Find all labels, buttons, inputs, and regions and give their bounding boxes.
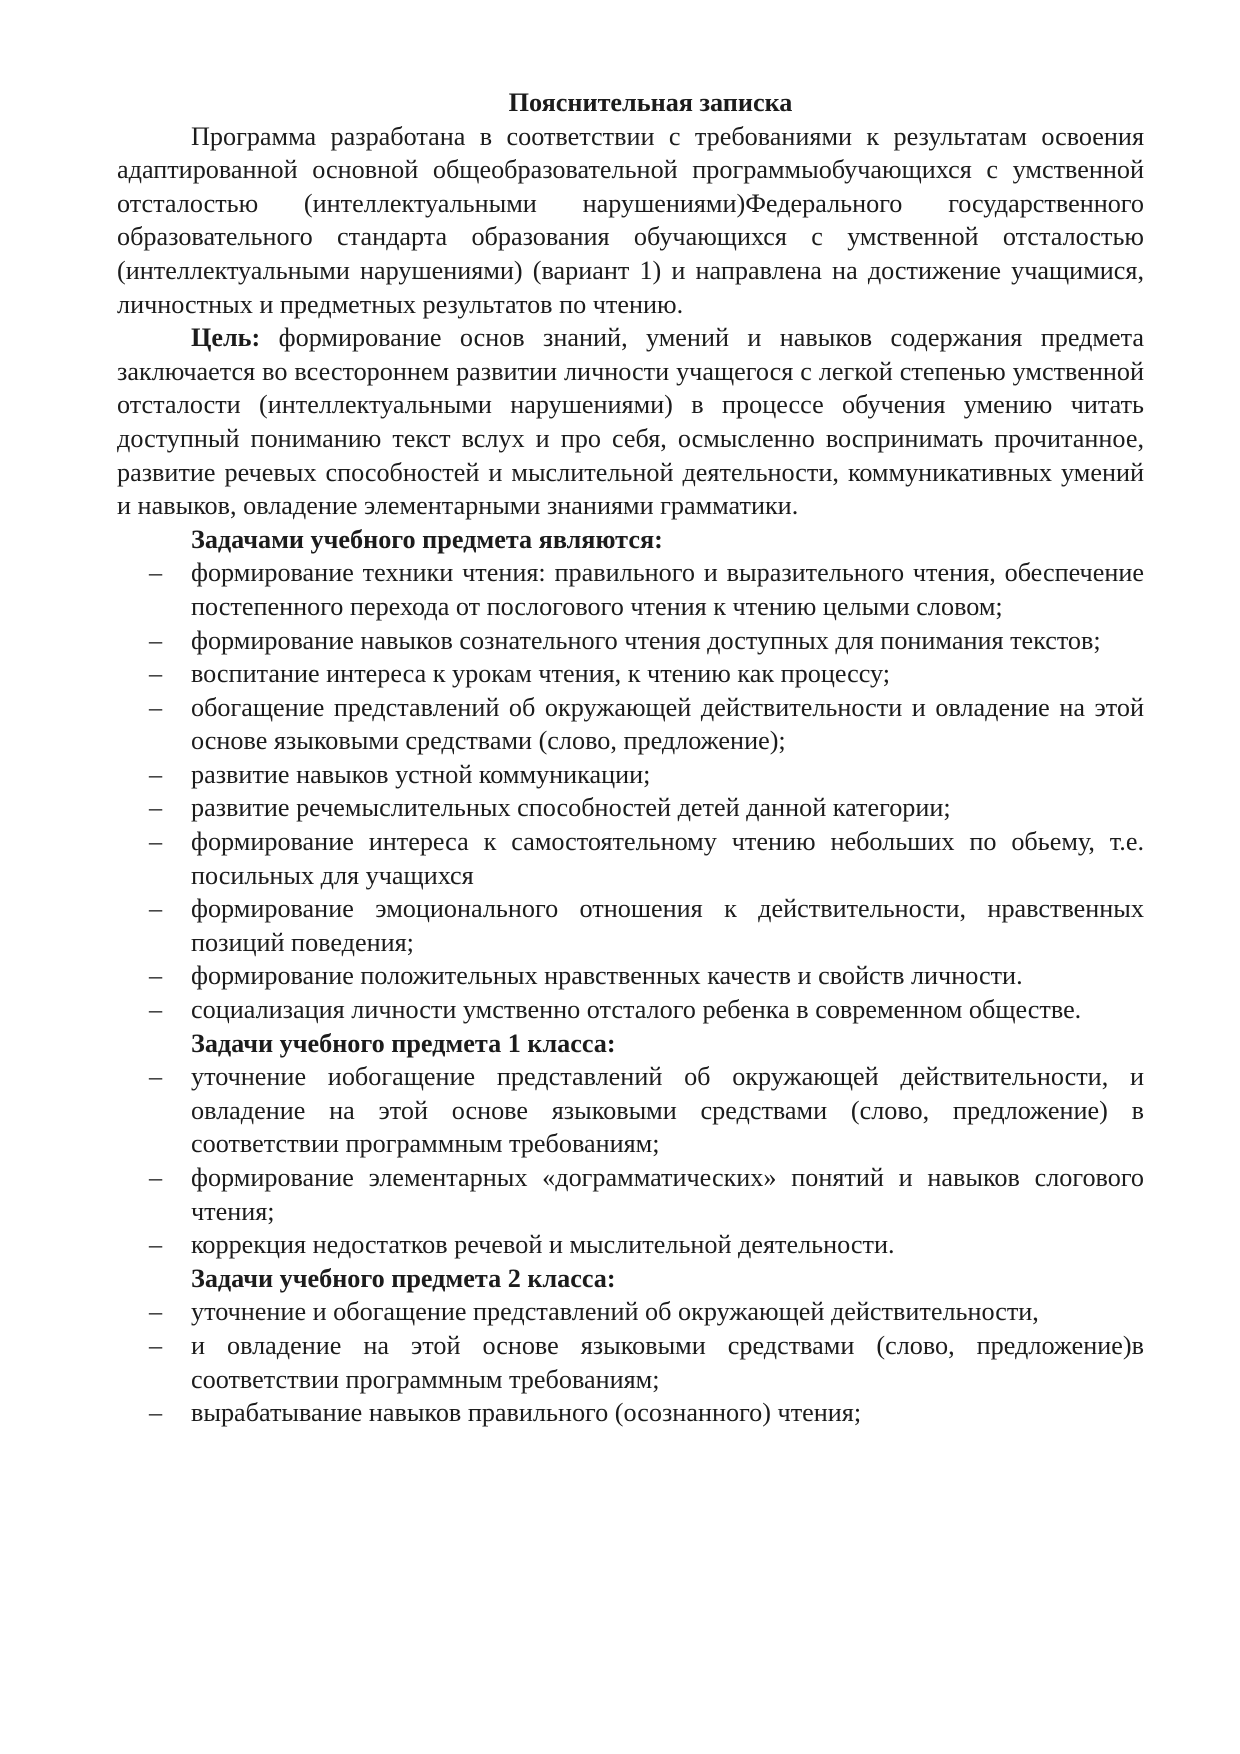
list-item-text: формирование интереса к самостоятельному чтению небольших по обьему, т.е. посильных для учащихся xyxy=(191,827,1144,890)
intro-paragraph: Программа разработана в соответствии с требованиями к результатам освоения адаптированной основной общеобразовательной программыобучающихся с умственной отсталостью (интеллектуальными нарушениями)Федерального государственного образовательного стандарта образования обучающихся с умственной отсталостью (интеллектуальными нарушениями) (вариант 1) и направлена на достижение учащимися, личностных и предметных результатов по чтению. xyxy=(117,121,1144,319)
list-item-text: коррекция недостатков речевой и мыслительной деятельности. xyxy=(191,1230,895,1260)
dash-bullet: – xyxy=(149,894,163,924)
list-item xyxy=(117,624,1144,658)
tasks-list xyxy=(117,556,1144,1026)
dash-bullet: – xyxy=(149,1330,163,1360)
list-item-text: развитие навыков устной коммуникации; xyxy=(191,759,651,789)
list-item xyxy=(117,1329,1144,1396)
document-page xyxy=(117,86,1144,1430)
list-item-text: формирование элементарных «дограмматических» понятий и навыков слогового чтения; xyxy=(191,1163,1144,1226)
list-item xyxy=(117,758,1144,792)
dash-bullet: – xyxy=(149,558,163,588)
list-item xyxy=(117,657,1144,691)
list-item-text: воспитание интереса к урокам чтения, к чтению как процессу; xyxy=(191,659,891,689)
list-item-text: формирование эмоционального отношения к действительности, нравственных позиций поведения; xyxy=(191,894,1144,957)
dash-bullet: – xyxy=(149,659,163,689)
list-item xyxy=(117,556,1144,623)
list-item-text: формирование навыков сознательного чтения доступных для понимания текстов; xyxy=(191,625,1101,655)
dash-bullet: – xyxy=(149,1297,163,1327)
list-item-text: и овладение на этой основе языковыми средствами (слово, предложение)в соответствии программным требованиям; xyxy=(191,1330,1144,1394)
dash-bullet: – xyxy=(149,625,163,655)
dash-bullet: – xyxy=(149,961,163,991)
list-item xyxy=(117,959,1144,993)
list-item-text: формирование техники чтения: правильного и выразительного чтения, обеспечение постепенного перехода от послогового чтения к чтению целыми словом; xyxy=(191,558,1144,621)
goal-paragraph xyxy=(117,321,1144,523)
list-item xyxy=(117,1396,1144,1430)
list-item xyxy=(117,1161,1144,1228)
dash-bullet: – xyxy=(149,995,163,1025)
dash-bullet: – xyxy=(149,692,163,722)
goal-text: формирование основ знаний, умений и навыков содержания предмета заключается во всестороннем развитии личности учащегося с легкой степенью умственной отсталости (интеллектуальными нарушениями) в процессе обучения умению читать доступный пониманию текст вслух и про себя, осмысленно воспринимать прочитанное, развитие речевых способностей и мыслительной деятельности, коммуникативных умений и навыков, овладение элементарными знаниями грамматики. xyxy=(117,323,1144,521)
dash-bullet: – xyxy=(149,759,163,789)
grade2-list xyxy=(117,1295,1144,1429)
grade1-list xyxy=(117,1060,1144,1262)
page-title: Пояснительная записка xyxy=(508,88,793,117)
list-item xyxy=(117,825,1144,892)
dash-bullet: – xyxy=(149,827,163,857)
dash-bullet: – xyxy=(149,1398,163,1428)
list-item-text: развитие речемыслительных способностей детей данной категории; xyxy=(191,793,951,823)
list-item-text: вырабатывание навыков правильного (осознанного) чтения; xyxy=(191,1398,862,1428)
list-item-text: уточнение и обогащение представлений об окружающей действительности, xyxy=(191,1297,1039,1327)
list-item xyxy=(117,691,1144,758)
list-item xyxy=(117,1060,1144,1161)
dash-bullet: – xyxy=(149,1062,163,1092)
grade1-heading: Задачи учебного предмета 1 класса: xyxy=(191,1028,616,1058)
list-item xyxy=(117,791,1144,825)
tasks-heading: Задачами учебного предмета являются: xyxy=(191,524,663,554)
grade2-heading: Задачи учебного предмета 2 класса: xyxy=(191,1263,616,1293)
list-item-text: уточнение иобогащение представлений об окружающей действительности, и овладение на этой основе языковыми средствами (слово, предложение) в соответствии программным требованиям; xyxy=(191,1062,1144,1159)
list-item-text: формирование положительных нравственных качеств и свойств личности. xyxy=(191,961,1023,991)
goal-label: Цель: xyxy=(191,323,261,353)
list-item xyxy=(117,1228,1144,1262)
dash-bullet: – xyxy=(149,1230,163,1260)
dash-bullet: – xyxy=(149,1163,163,1192)
dash-bullet: – xyxy=(149,793,163,823)
list-item xyxy=(117,993,1144,1027)
list-item-text: обогащение представлений об окружающей действительности и овладение на этой основе языковыми средствами (слово, предложение); xyxy=(191,692,1144,756)
list-item xyxy=(117,1295,1144,1329)
list-item xyxy=(117,892,1144,959)
list-item-text: социализация личности умственно отсталого ребенка в современном обществе. xyxy=(191,995,1082,1025)
